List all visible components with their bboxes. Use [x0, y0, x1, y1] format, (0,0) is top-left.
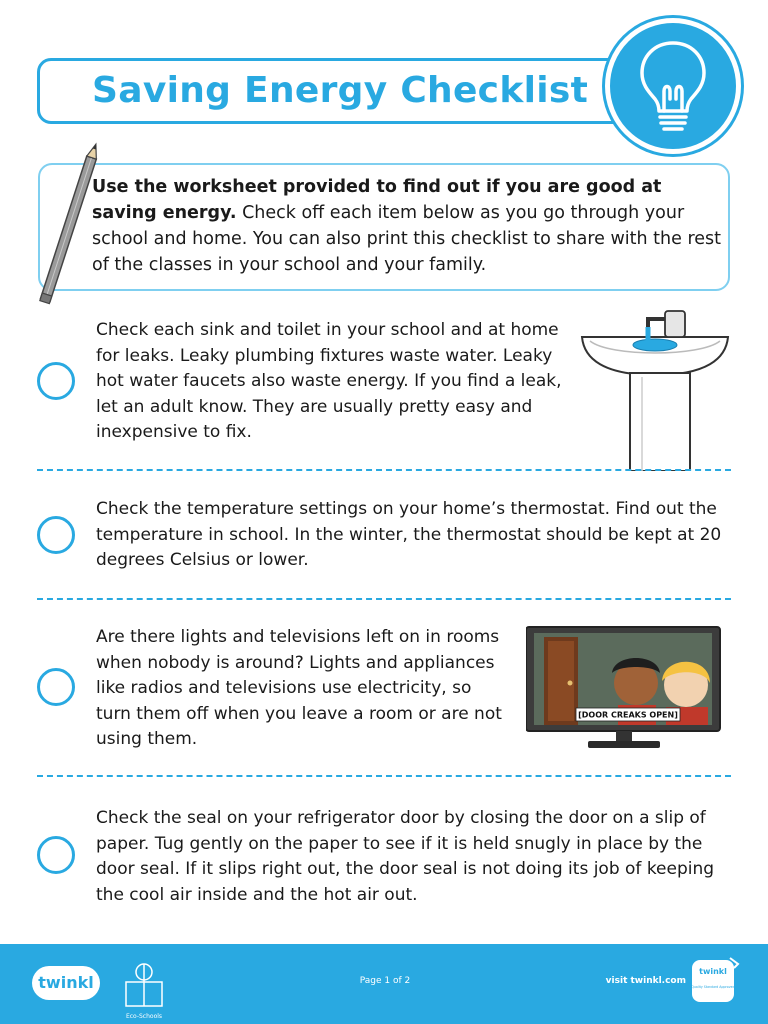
divider-1	[37, 469, 731, 471]
eco-schools-label: Eco-Schools	[125, 1013, 163, 1020]
quality-standard-badge	[690, 954, 742, 1006]
lightbulb-badge	[605, 18, 741, 154]
tv-caption: [DOOR CREAKS OPEN]	[578, 710, 678, 720]
eco-schools-logo	[118, 960, 170, 1020]
lightbulb-icon	[628, 37, 718, 137]
intro-bold: Use the worksheet provided to find out if you are good at saving energy.	[92, 177, 662, 223]
visit-link[interactable]: visit twinkl.com	[605, 976, 686, 986]
eco-schools-icon	[118, 960, 170, 1010]
item-4-text: Check the seal on your refrigerator door by closing the door on a slip of paper. Tug gently on the paper to see if it is held snugly in place by the door seal. If it slips right out, the door seal is not doing its job of keeping the cool air inside and the hot air out.	[96, 808, 715, 905]
item-3-text: Are there lights and televisions left on in rooms when nobody is around? Lights and appliances like radios and televisions use electricity, so turn them off when you leave a room or are not using them.	[96, 627, 502, 750]
intro-text	[92, 174, 722, 278]
television-illustration	[526, 625, 722, 755]
checkbox-item-4[interactable]	[37, 836, 75, 874]
item-1-text: Check each sink and toilet in your school and at home for leaks. Leaky plumbing fixtures waste water. Leaky hot water faucets also waste energy. If you find a leak, let an adult know. They are usually pretty easy and inexpensive to fix.	[96, 320, 562, 443]
sink-illustration	[580, 305, 730, 471]
badge-text: Quality Standard Approved	[691, 985, 735, 989]
item-2-text: Check the temperature settings on your home’s thermostat. Find out the temperature in school. In the winter, the thermostat should be kept at 20 degrees Celsius or lower.	[96, 499, 722, 571]
divider-2	[37, 598, 731, 600]
checkbox-item-1[interactable]	[37, 362, 75, 400]
intro-normal: Check off each item below as you go through your school and home. You can also print this checklist to share with the rest of the classes in your school and your family.	[92, 203, 722, 275]
page-title: Saving Energy Checklist	[92, 70, 589, 111]
page-number: Page 1 of 2	[359, 976, 411, 986]
divider-3	[37, 775, 731, 777]
checkbox-item-2[interactable]	[37, 516, 75, 554]
badge-brand: twinkl	[699, 967, 727, 976]
pencil-icon	[38, 140, 100, 315]
checkbox-item-3[interactable]	[37, 668, 75, 706]
twinkl-logo[interactable]: twinkl	[32, 966, 100, 1000]
